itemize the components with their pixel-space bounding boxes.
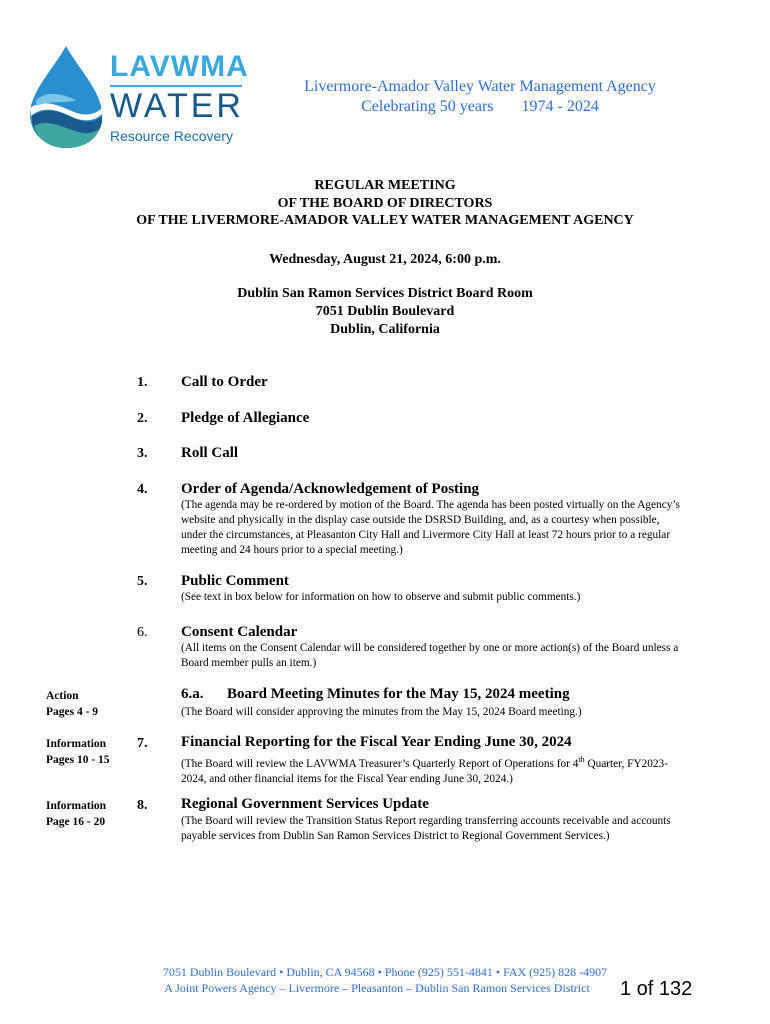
item-number: 6.a.: [181, 686, 204, 702]
item-title: Board Meeting Minutes for the May 15, 2024 meeting: [227, 686, 570, 702]
footer-address: 7051 Dublin Boulevard • Dublin, CA 94568 • Phone (925) 551-4841 • FAX (925) 828 -4907: [162, 965, 608, 979]
item-title: Consent Calendar: [181, 624, 298, 640]
item-title: Order of Agenda/Acknowledgement of Posting: [181, 481, 480, 497]
item-title: Financial Reporting for the Fiscal Year Ending June 30, 2024: [181, 734, 572, 750]
anniversary-line: [260, 98, 700, 116]
item-description: (The Board will review the Transition Status Report regarding transferring accounts receivable and accounts payable services from Dublin San Ramon Services District to Regional Government Services.): [181, 815, 671, 842]
years-text: 1974 - 2024: [521, 98, 599, 115]
logo-tagline: Resource Recovery: [110, 128, 233, 144]
item-number: 3.: [137, 446, 148, 461]
water-drop-icon: [26, 44, 106, 150]
item-side-pages: Pages 4 - 9: [46, 706, 99, 718]
item-title: Roll Call: [181, 445, 239, 461]
meeting-title-1: REGULAR MEETING: [314, 178, 456, 193]
item-title: Public Comment: [181, 573, 289, 589]
celebrating-text: Celebrating 50 years: [361, 98, 494, 115]
item-number: 4.: [137, 482, 148, 497]
agency-name: Livermore-Amador Valley Water Management Agency: [304, 78, 656, 95]
meeting-location-3: Dublin, California: [330, 322, 440, 337]
item-number: 5.: [137, 574, 148, 589]
item-side-label: Information: [46, 800, 107, 812]
item-description: (The agenda may be re-ordered by motion of the Board. The agenda has been posted virtually on the Agency’s website and physically in the display case outside the DSRSD Building, and, as a courtesy when possible, under the circumstances, at Pleasanton City Hall and Livermore City Hall at least 72 hours prior to a regular meeting and 24 hours prior to a special meeting.): [181, 499, 680, 556]
item-side-pages: Page 16 - 20: [46, 816, 106, 828]
item-number: 8.: [137, 798, 148, 813]
item-side-pages: Pages 10 - 15: [46, 754, 110, 766]
page-number: 1 of 132: [620, 978, 693, 1000]
item-title: Call to Order: [181, 374, 268, 390]
footer-agency: A Joint Powers Agency – Livermore – Pleasanton – Dublin San Ramon Services District: [164, 981, 590, 995]
logo-lavwma-text: LAVWMA: [110, 50, 249, 83]
item-description: (See text in box below for information on how to observe and submit public comments.): [181, 591, 581, 603]
item-number: 1.: [137, 375, 148, 390]
item-description: (The Board will consider approving the minutes from the May 15, 2024 Board meeting.): [181, 706, 582, 718]
item-side-label: Action: [46, 690, 79, 702]
item-description-part: (The Board will review the LAVWMA Treasurer’s Quarterly Report of Operations for 4: [181, 757, 579, 770]
item-description-part: Quarter, FY2023-2024, and other financial items for the Fiscal Year ending June 30, 2024.): [181, 757, 668, 785]
item-description: [181, 752, 681, 787]
meeting-title-3: OF THE LIVERMORE-AMADOR VALLEY WATER MANAGEMENT AGENCY: [136, 213, 634, 228]
item-number: 7.: [137, 736, 148, 751]
meeting-location-1: Dublin San Ramon Services District Board Room: [237, 286, 533, 301]
item-number: 2.: [137, 411, 148, 426]
item-side-label: Information: [46, 738, 107, 750]
item-description: (All items on the Consent Calendar will be considered together by one or more action(s) of the Board unless a Board member pulls an item.): [181, 642, 679, 669]
item-title: Regional Government Services Update: [181, 796, 429, 812]
logo-water-text: WATER: [110, 87, 244, 125]
meeting-location-2: 7051 Dublin Boulevard: [315, 304, 455, 319]
lavwma-logo: [26, 44, 248, 150]
item-number: 6.: [137, 625, 148, 640]
meeting-title-2: OF THE BOARD OF DIRECTORS: [277, 196, 493, 211]
meeting-date: Wednesday, August 21, 2024, 6:00 p.m.: [269, 252, 501, 267]
item-title: Pledge of Allegiance: [181, 410, 310, 426]
item-description-superscript: th: [578, 755, 585, 764]
